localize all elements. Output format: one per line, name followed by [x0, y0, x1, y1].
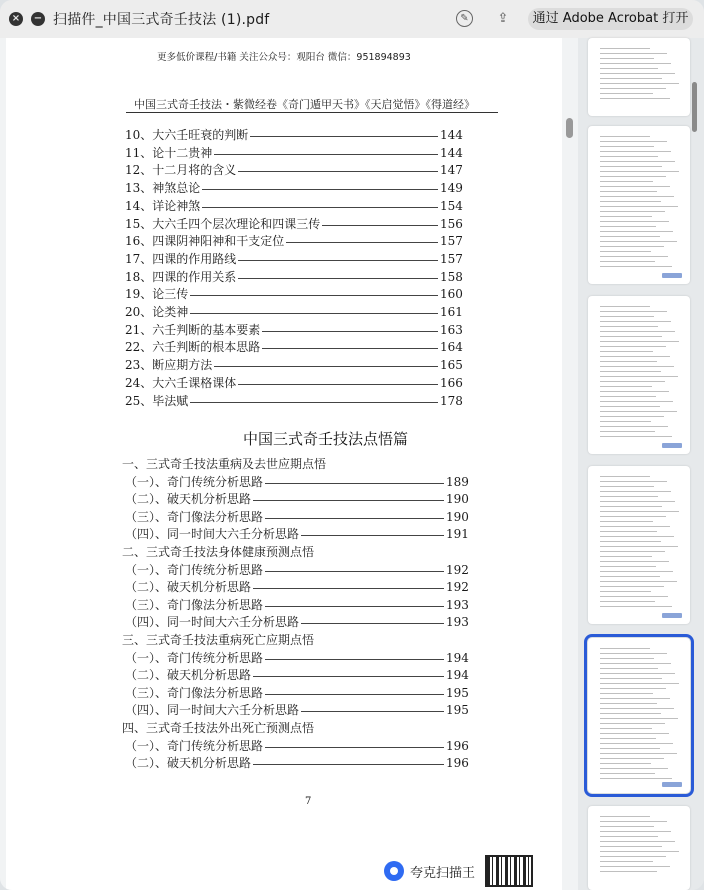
page-thumbnail[interactable] — [588, 296, 690, 454]
thumbnail-text-line — [600, 606, 672, 607]
toc-entry-label: （一）、奇门传统分析思路 — [125, 738, 264, 753]
thumbnail-text-line — [600, 516, 666, 517]
toc-leader-line — [253, 676, 444, 677]
toc-page-number: 189 — [446, 474, 469, 489]
toc-page-number: 193 — [446, 615, 469, 630]
page-thumbnail[interactable] — [588, 38, 690, 116]
toc-line — [6, 251, 562, 268]
thumbnail-sidebar — [578, 38, 704, 890]
thumbnail-text-line — [600, 673, 675, 674]
thumbnail-text-line — [600, 161, 675, 162]
toc-line — [6, 667, 562, 684]
thumbnail-text-line — [600, 648, 650, 649]
pdf-page — [6, 38, 562, 890]
toc-page-number: 190 — [446, 509, 469, 524]
toc-entry-label: 24、大六壬课格课体 — [125, 375, 237, 390]
toc-entry-label: （二）、破天机分析思路 — [125, 756, 252, 771]
toc-page-number: 158 — [440, 269, 463, 284]
toc-leader-line — [265, 747, 444, 748]
toc-leader-line — [253, 500, 444, 501]
thumbnail-text-line — [600, 73, 675, 74]
toc-page-number: 144 — [440, 145, 463, 160]
thumbnail-text-line — [600, 501, 675, 502]
thumbnail-text-line — [600, 421, 651, 422]
close-icon[interactable]: × — [9, 12, 23, 26]
toc-page-number: 163 — [440, 322, 463, 337]
thumbnail-text-line — [600, 826, 654, 827]
share-icon[interactable]: ⇪ — [497, 11, 509, 26]
thumbnail-text-line — [600, 88, 666, 89]
toc-entry-label: （三）、奇门像法分析思路 — [125, 509, 264, 524]
thumbnail-text-line — [600, 866, 670, 867]
thumbnail-text-line — [600, 83, 679, 84]
thumbnail-text-line — [600, 266, 672, 267]
toc-line — [6, 393, 562, 410]
thumbnail-text-line — [600, 846, 662, 847]
toc-leader-line — [253, 764, 444, 765]
thumbnail-text-line — [600, 141, 667, 142]
thumbnail-text-line — [600, 68, 658, 69]
toc-section-label: 二、三式奇壬技法身体健康预测点悟 — [122, 545, 315, 559]
sidebar-scrollbar[interactable] — [692, 82, 697, 132]
thumbnail-text-line — [600, 591, 651, 592]
toc-entry-label: 21、六壬判断的基本要素 — [125, 322, 261, 337]
toc-line — [6, 304, 562, 321]
thumbnail-text-line — [600, 201, 661, 202]
thumbnail-text-line — [600, 586, 664, 587]
thumbnail-text-line — [600, 436, 672, 437]
toc-leader-line — [265, 659, 444, 660]
thumbnail-text-line — [600, 236, 660, 237]
toc-line — [6, 180, 562, 197]
thumbnail-text-line — [600, 361, 657, 362]
toc-entry-label: （四）、同一时间大六壬分析思路 — [125, 615, 300, 630]
thumbnail-text-line — [600, 351, 653, 352]
toc-page-number: 166 — [440, 375, 463, 390]
toc-page-number: 194 — [446, 668, 469, 683]
toc-leader-line — [190, 402, 438, 403]
thumbnail-text-line — [600, 748, 660, 749]
thumbnail-text-line — [600, 581, 677, 582]
toc-line — [6, 632, 562, 649]
toc-leader-line — [322, 225, 438, 226]
toc-line — [6, 702, 562, 719]
toc-page-number: 149 — [440, 181, 463, 196]
toc-leader-line — [214, 154, 438, 155]
thumbnail-text-line — [600, 733, 669, 734]
thumbnail-text-line — [600, 316, 654, 317]
thumbnail-text-line — [600, 821, 667, 822]
thumbnail-text-line — [600, 738, 656, 739]
thumbnail-text-line — [600, 246, 664, 247]
title-bar — [0, 0, 704, 38]
toc-entry-label: 11、论十二贵神 — [125, 145, 213, 160]
thumbnail-text-line — [600, 181, 653, 182]
thumbnail-text-line — [600, 156, 658, 157]
toc-page-number: 196 — [446, 738, 469, 753]
toc-line — [6, 286, 562, 303]
toc-entry-label: （二）、破天机分析思路 — [125, 492, 252, 507]
thumbnail-text-line — [600, 693, 653, 694]
thumbnail-text-line — [600, 166, 662, 167]
toc-leader-line — [265, 518, 444, 519]
thumbnail-text-line — [600, 216, 652, 217]
thumbnail-text-line — [600, 546, 678, 547]
thumbnail-text-line — [600, 411, 677, 412]
toc-entry-label: 25、毕法赋 — [125, 393, 189, 408]
thumbnail-text-line — [600, 668, 658, 669]
thumbnail-text-line — [600, 98, 670, 99]
thumbnail-text-line — [600, 576, 660, 577]
thumbnail-text-line — [600, 321, 671, 322]
thumbnail-text-line — [600, 601, 655, 602]
toc-section-label: 三、三式奇壬技法重病死亡应期点悟 — [122, 633, 315, 647]
toc-entry-label: 13、神煞总论 — [125, 181, 201, 196]
thumbnail-text-line — [600, 566, 656, 567]
thumbnail-text-line — [600, 856, 666, 857]
thumbnail-text-line — [600, 871, 657, 872]
toc-page-number: 147 — [440, 163, 463, 178]
toc-entry-label: （二）、破天机分析思路 — [125, 580, 252, 595]
thumbnail-text-line — [600, 356, 670, 357]
toc-entry-label: （二）、破天机分析思路 — [125, 668, 252, 683]
book-title: 中国三式奇壬技法・紫微经卷《奇门遁甲天书》《天启觉悟》《得道经》 — [134, 98, 475, 111]
thumbnail-text-line — [600, 426, 668, 427]
toc-line — [6, 375, 562, 392]
toc-page-number: 190 — [446, 492, 469, 507]
toc-page-number: 156 — [440, 216, 463, 231]
toc-entry-label: 23、断应期方法 — [125, 358, 213, 373]
toc-leader-line — [250, 136, 438, 137]
title-rule — [126, 112, 498, 113]
thumbnail-text-line — [600, 653, 667, 654]
thumbnail-text-line — [600, 311, 667, 312]
thumbnail-text-line — [600, 831, 671, 832]
toc-leader-line — [202, 189, 438, 190]
thumbnail-text-line — [600, 381, 665, 382]
toc-line — [6, 579, 562, 596]
thumbnail-text-line — [600, 753, 677, 754]
thumbnail-text-line — [600, 536, 674, 537]
thumbnail-text-line — [600, 768, 668, 769]
toc-leader-line — [190, 295, 438, 296]
toc-leader-line — [301, 535, 444, 536]
thumbnail-text-line — [600, 151, 671, 152]
toc-line — [6, 456, 562, 473]
toc-entry-label: （四）、同一时间大六壬分析思路 — [125, 527, 300, 542]
toc-line — [6, 544, 562, 561]
thumbnail-text-line — [600, 416, 664, 417]
thumbnail-text-line — [600, 346, 666, 347]
toc-page-number: 157 — [440, 251, 463, 266]
toc-leader-line — [301, 711, 444, 712]
toc-leader-line — [253, 588, 444, 589]
thumbnail-text-line — [600, 406, 660, 407]
thumbnail-text-line — [600, 718, 678, 719]
thumbnail-text-line — [600, 371, 661, 372]
toc-line — [6, 509, 562, 526]
toc-leader-line — [238, 278, 438, 279]
thumbnail-text-line — [600, 773, 655, 774]
toc-section-label: 四、三式奇壬技法外出死亡预测点悟 — [122, 721, 315, 735]
thumbnail-text-line — [600, 743, 673, 744]
toc-leader-line — [265, 694, 444, 695]
toc-page-number: 194 — [446, 650, 469, 665]
toc-entry-label: （三）、奇门像法分析思路 — [125, 685, 264, 700]
toc-page-number: 178 — [440, 393, 463, 408]
thumbnail-text-line — [600, 758, 664, 759]
thumbnail-text-line — [600, 723, 665, 724]
thumbnail-text-line — [600, 401, 673, 402]
page-number: 7 — [305, 796, 312, 807]
thumbnail-text-line — [600, 763, 651, 764]
thumbnail-text-line — [600, 136, 650, 137]
thumbnail-text-line — [600, 521, 653, 522]
thumbnail-text-line — [600, 658, 654, 659]
thumbnail-text-line — [600, 678, 662, 679]
window-title: 扫描件_中国三式奇壬技法 (1).pdf — [53, 12, 270, 28]
thumbnail-text-line — [600, 688, 666, 689]
toc-leader-line — [190, 313, 438, 314]
toc-leader-line — [265, 483, 444, 484]
thumbnail-watermark — [662, 273, 682, 278]
thumbnail-text-line — [600, 836, 658, 837]
thumbnail-text-line — [600, 251, 651, 252]
toc-entry-label: 17、四课的作用路线 — [125, 251, 237, 266]
toc-page-number: 192 — [446, 562, 469, 577]
toc-line — [6, 597, 562, 614]
thumbnail-text-line — [600, 176, 666, 177]
thumbnail-text-line — [600, 196, 674, 197]
toc-entry-label: 12、十二月将的含义 — [125, 163, 237, 178]
thumbnail-text-line — [600, 48, 650, 49]
toc-page-number: 164 — [440, 340, 463, 355]
page-thumbnail[interactable] — [588, 638, 690, 793]
toc-page-number: 165 — [440, 358, 463, 373]
thumbnail-text-line — [600, 241, 677, 242]
toc-page-number: 195 — [446, 703, 469, 718]
toc-entry-label: 22、六壬判断的根本思路 — [125, 340, 261, 355]
page-thumbnail[interactable] — [588, 126, 690, 284]
toc-leader-line — [214, 366, 438, 367]
toc-entry-label: 18、四课的作用关系 — [125, 269, 237, 284]
toc-entry-label: （一）、奇门传统分析思路 — [125, 562, 264, 577]
toc-line — [6, 738, 562, 755]
thumbnail-text-line — [600, 861, 653, 862]
thumbnail-text-line — [600, 391, 669, 392]
thumbnail-text-line — [600, 698, 670, 699]
thumbnail-text-line — [600, 816, 650, 817]
thumbnail-text-line — [600, 211, 665, 212]
toc-leader-line — [301, 623, 444, 624]
scanner-logo-icon — [384, 861, 404, 881]
thumbnail-text-line — [600, 336, 662, 337]
toc-page-number: 196 — [446, 756, 469, 771]
thumbnail-text-line — [600, 486, 654, 487]
markup-pen-icon[interactable]: ✎ — [456, 10, 473, 27]
toc-line — [6, 685, 562, 702]
thumbnail-text-line — [600, 703, 657, 704]
thumbnail-text-line — [600, 683, 679, 684]
thumbnail-text-line — [600, 226, 656, 227]
toc-line — [6, 614, 562, 631]
toc-leader-line — [265, 606, 444, 607]
thumbnail-text-line — [600, 663, 671, 664]
toc-entry-label: （三）、奇门像法分析思路 — [125, 597, 264, 612]
toc-page-number: 191 — [446, 527, 469, 542]
thumbnail-text-line — [600, 526, 670, 527]
thumbnail-text-line — [600, 841, 675, 842]
thumbnail-text-line — [600, 366, 674, 367]
thumbnail-text-line — [600, 326, 658, 327]
thumbnail-text-line — [600, 261, 655, 262]
thumbnail-text-line — [600, 146, 654, 147]
thumbnail-text-line — [600, 551, 665, 552]
thumbnail-text-line — [600, 78, 662, 79]
thumbnail-watermark — [662, 443, 682, 448]
toc-entry-label: 20、论类神 — [125, 305, 189, 319]
toc-page-number: 160 — [440, 287, 463, 302]
toc-entry-label: 16、四课阴神阳神和干支定位 — [125, 234, 285, 249]
thumbnail-text-line — [600, 491, 671, 492]
thumbnail-text-line — [600, 396, 656, 397]
toc-line — [6, 145, 562, 162]
toc-leader-line — [238, 384, 438, 385]
toc-line — [6, 720, 562, 737]
document-view[interactable] — [0, 38, 578, 890]
thumbnail-watermark — [662, 613, 682, 618]
open-in-acrobat-button[interactable]: 通过 Adobe Acrobat 打开 — [528, 8, 693, 30]
toc-entry-label: （一）、奇门传统分析思路 — [125, 650, 264, 665]
page-thumbnail[interactable] — [588, 466, 690, 624]
toc-leader-line — [262, 348, 438, 349]
thumbnail-text-line — [600, 53, 667, 54]
thumbnail-text-line — [600, 306, 650, 307]
minimize-icon[interactable]: − — [31, 12, 45, 26]
toc-leader-line — [286, 242, 438, 243]
thumbnail-text-line — [600, 256, 668, 257]
thumbnail-text-line — [600, 708, 674, 709]
toc-line — [6, 162, 562, 179]
toc-line — [6, 474, 562, 491]
thumbnail-text-line — [600, 728, 652, 729]
thumbnail-text-line — [600, 506, 662, 507]
toc-page-number: 195 — [446, 685, 469, 700]
toc-line — [6, 339, 562, 356]
thumbnail-text-line — [600, 186, 670, 187]
thumbnail-text-line — [600, 496, 658, 497]
toc-line — [6, 526, 562, 543]
thumbnail-text-line — [600, 221, 669, 222]
toc-entry-label: （四）、同一时间大六壬分析思路 — [125, 703, 300, 718]
thumbnail-text-line — [600, 206, 678, 207]
toc-page-number: 157 — [440, 234, 463, 249]
thumbnail-text-line — [600, 556, 652, 557]
toc-line — [6, 755, 562, 772]
toc-line — [6, 269, 562, 286]
thumbnail-text-line — [600, 93, 653, 94]
thumbnail-watermark — [662, 782, 682, 787]
toc-leader-line — [238, 171, 438, 172]
toc-entry-label: 19、论三传 — [125, 287, 189, 302]
thumbnail-text-line — [600, 541, 661, 542]
toc-entry-label: 14、详论神煞 — [125, 198, 201, 213]
toc-page-number: 144 — [440, 128, 463, 142]
toc-line — [6, 357, 562, 374]
toc-page-number: 193 — [446, 597, 469, 612]
thumbnail-text-line — [600, 386, 652, 387]
thumbnail-text-line — [600, 476, 650, 477]
thumbnail-text-line — [600, 171, 679, 172]
thumbnail-text-line — [600, 341, 679, 342]
toc-page-number: 154 — [440, 198, 463, 213]
toc-leader-line — [238, 260, 438, 261]
toc-section-label: 一、三式奇壬技法重病及去世应期点悟 — [122, 457, 327, 471]
thumbnail-text-line — [600, 63, 671, 64]
toc-leader-line — [202, 207, 438, 208]
toc-line — [6, 233, 562, 250]
thumbnail-text-line — [600, 231, 673, 232]
toc-line — [6, 127, 562, 144]
thumbnail-text-line — [600, 431, 655, 432]
toc-entry-label: （一）、奇门传统分析思路 — [125, 474, 264, 489]
toc-line — [6, 216, 562, 233]
toc-leader-line — [262, 331, 438, 332]
thumbnail-text-line — [600, 331, 675, 332]
section-heading: 中国三式奇壬技法点悟篇 — [243, 430, 409, 448]
toc-line — [6, 198, 562, 215]
toc-line — [6, 562, 562, 579]
thumbnail-text-line — [600, 376, 678, 377]
toc-entry-label: 15、大六壬四个层次理论和四课三传 — [125, 216, 321, 231]
toc-line — [6, 322, 562, 339]
watermark-text: 夸克扫描王 — [410, 865, 476, 881]
thumbnail-text-line — [600, 561, 669, 562]
thumbnail-text-line — [600, 191, 657, 192]
thumbnail-text-line — [600, 511, 679, 512]
thumbnail-text-line — [600, 531, 657, 532]
page-thumbnail[interactable] — [588, 806, 690, 890]
toc-page-number: 161 — [440, 305, 463, 319]
thumbnail-text-line — [600, 571, 673, 572]
thumbnail-text-line — [600, 481, 667, 482]
document-scrollbar[interactable] — [566, 118, 573, 138]
thumbnail-text-line — [600, 851, 679, 852]
thumbnail-text-line — [600, 713, 661, 714]
page-header: 更多低价课程/书籍 关注公众号：观阳台 微信：951894893 — [157, 52, 411, 63]
toc-leader-line — [265, 571, 444, 572]
qr-code-icon — [485, 855, 533, 887]
scanner-watermark — [384, 856, 533, 886]
thumbnail-text-line — [600, 596, 668, 597]
toc-entry-label: 10、大六壬旺衰的判断 — [125, 128, 249, 142]
toc-line — [6, 491, 562, 508]
toc-line — [6, 650, 562, 667]
thumbnail-text-line — [600, 778, 672, 779]
toc-page-number: 192 — [446, 580, 469, 595]
thumbnail-text-line — [600, 58, 654, 59]
